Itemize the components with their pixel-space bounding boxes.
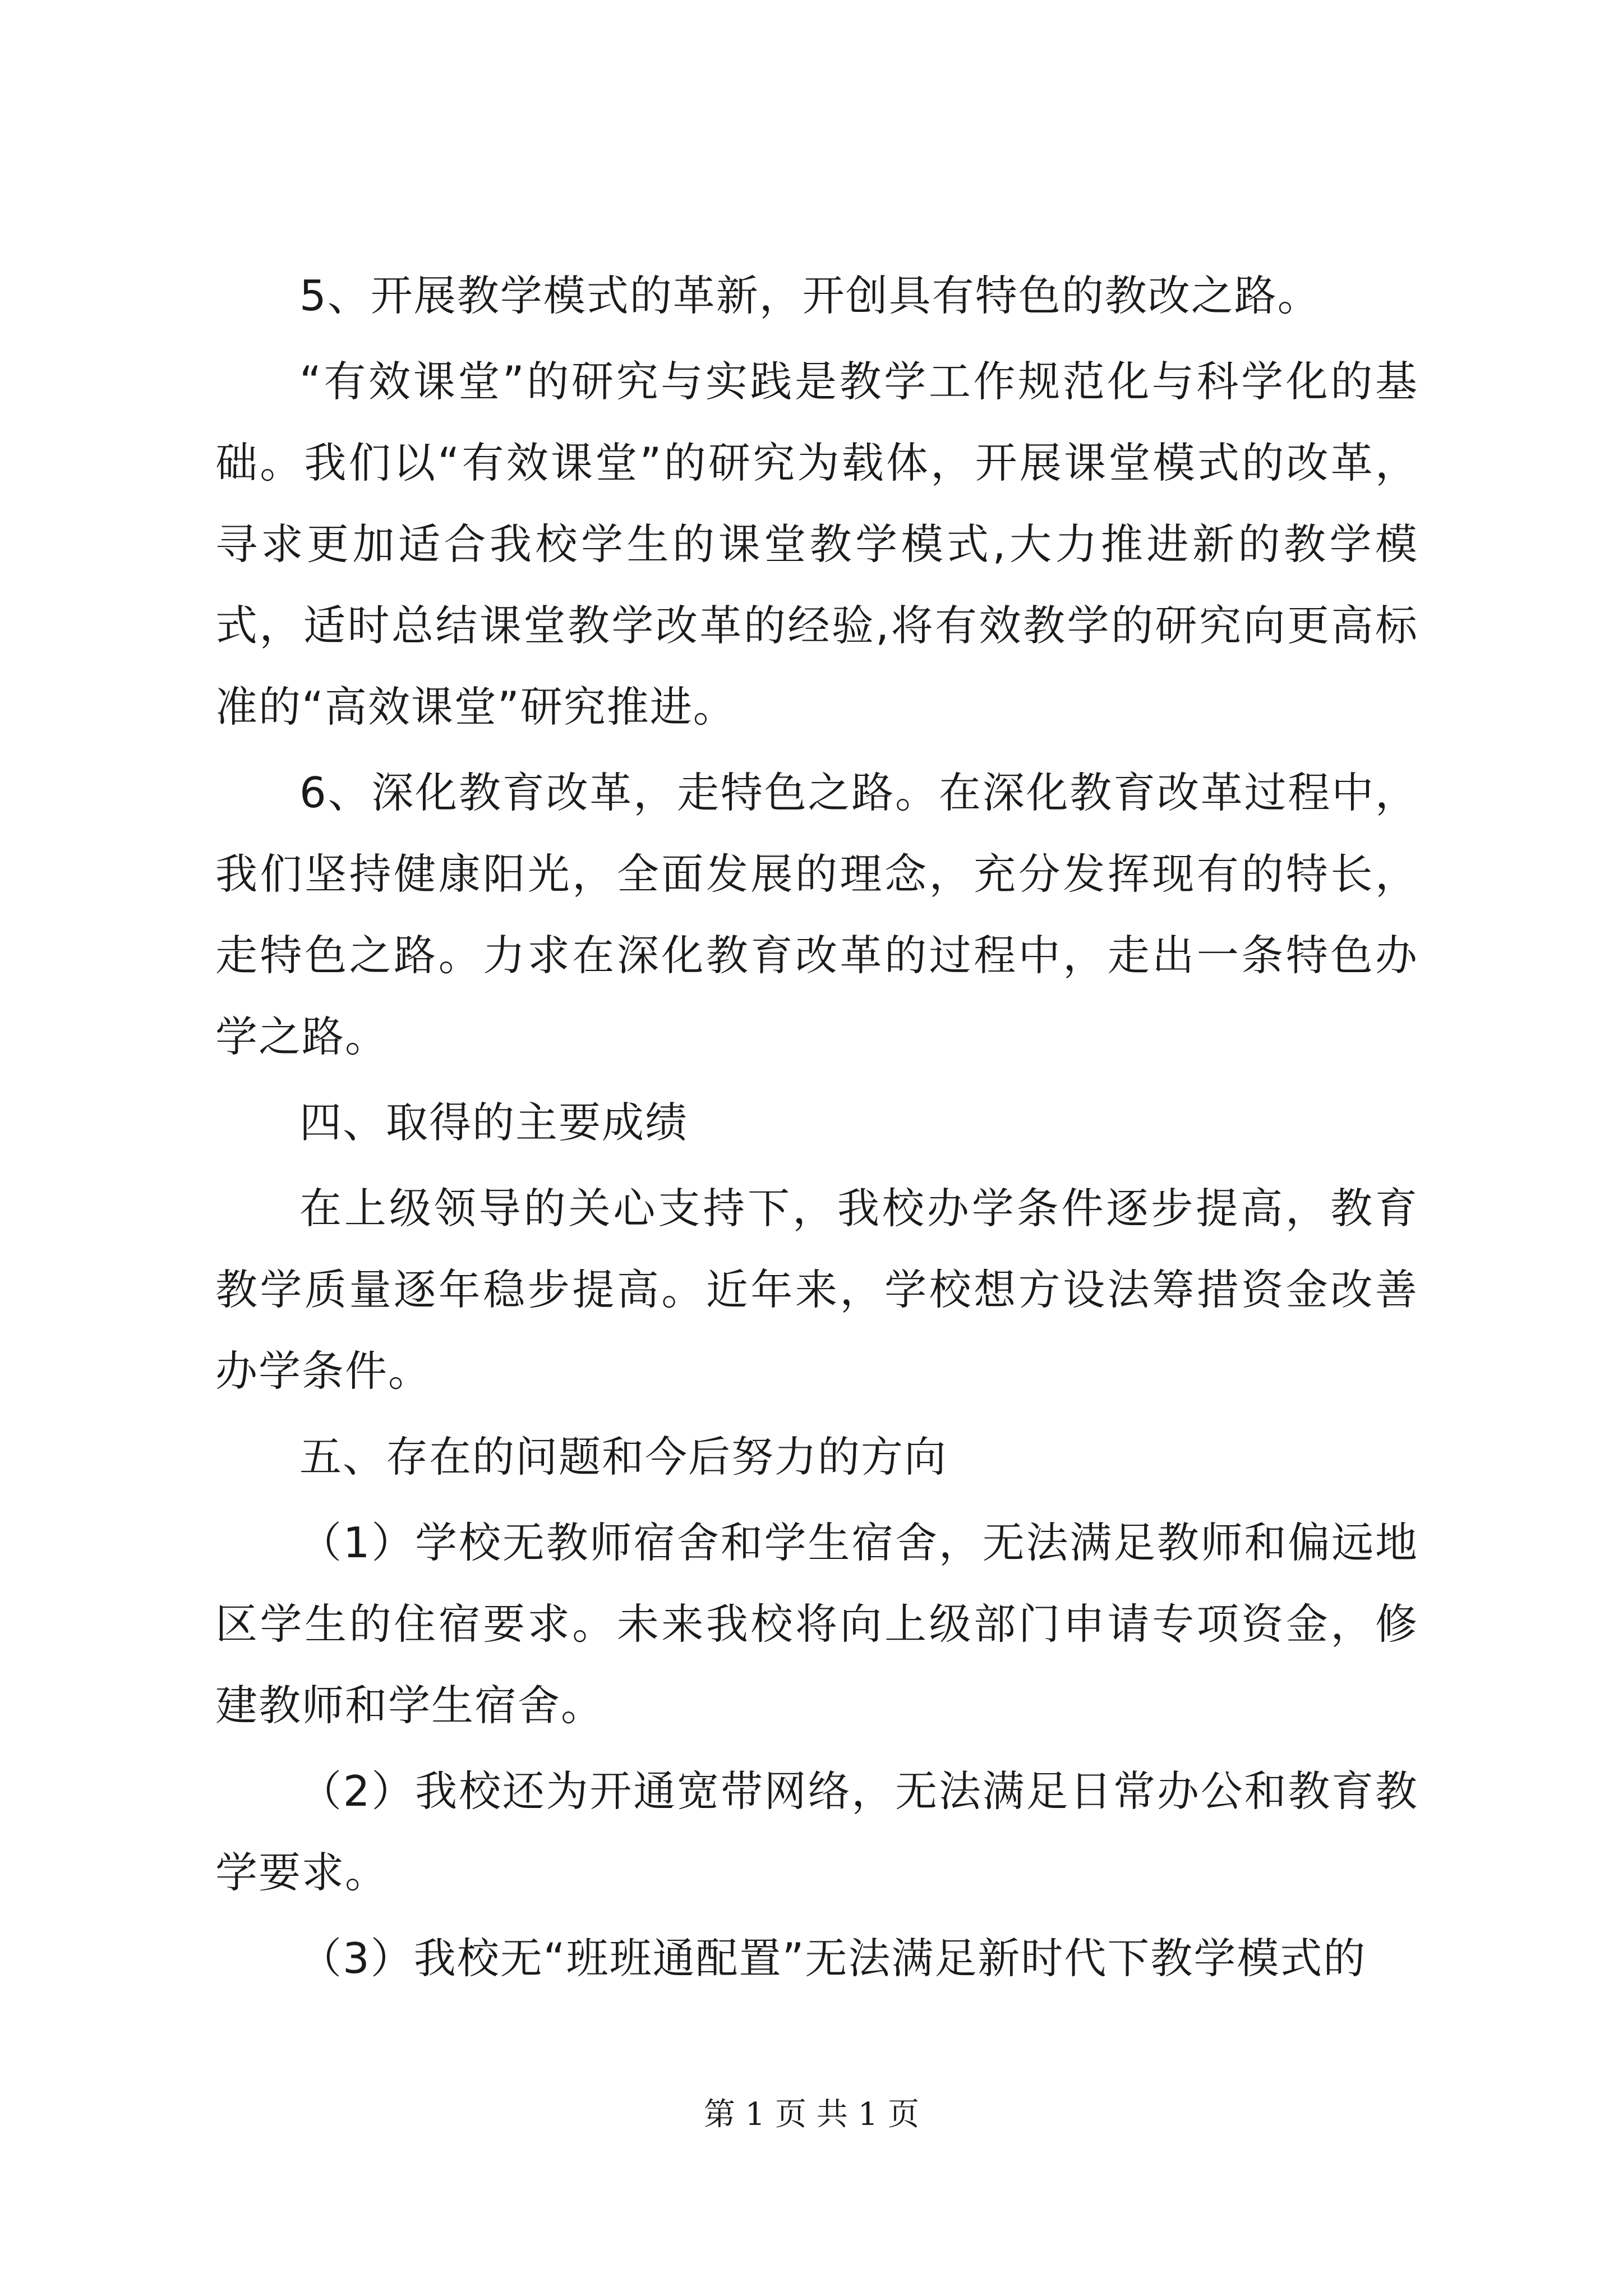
paragraph-problem-2: （2）我校还为开通宽带网络，无法满足日常办公和教育教学要求。 — [215, 1766, 1418, 1897]
paragraph-problem-1: （1）学校无教师宿舍和学生宿舍，无法满足教师和偏远地区学生的住宿要求。未来我校将向上级部门申请专项资金，修建教师和学生宿舍。 — [215, 1518, 1418, 1730]
document-body — [215, 255, 1418, 2004]
paragraph-problem-3: （3）我校无“班班通配置”无法满足新时代下教学模式的 — [299, 1934, 1367, 1983]
section-heading-problems: 五、存在的问题和今后努力的方向 — [299, 1432, 948, 1481]
paragraph-item-5: 5、开展教学模式的革新，开创具有特色的教改之路。 — [299, 271, 1321, 320]
section-heading-achievements: 四、取得的主要成绩 — [299, 1098, 689, 1147]
page-footer: 第 1 页 共 1 页 — [703, 2096, 920, 2133]
paragraph-item-6: 6、深化教育改革，走特色之路。在深化教育改革过程中，我们坚持健康阳光，全面发展的理念，充分发挥现有的特长，走特色之路。力求在深化教育改革的过程中，走出一条特色办学之路。 — [215, 768, 1418, 1061]
paragraph-achievements: 在上级领导的关心支持下，我校办学条件逐步提高，教育教学质量逐年稳步提高。近年来，学校想方设法筹措资金改善办学条件。 — [215, 1184, 1418, 1396]
paragraph-effective-classroom: “有效课堂”的研究与实践是教学工作规范化与科学化的基础。我们以“有效课堂”的研究为载体，开展课堂模式的改革，寻求更加适合我校学生的课堂教学模式,大力推进新的教学模式，适时总结课堂教学改革的经验,将有效教学的研究向更高标准的“高效课堂”研究推进。 — [215, 357, 1418, 731]
